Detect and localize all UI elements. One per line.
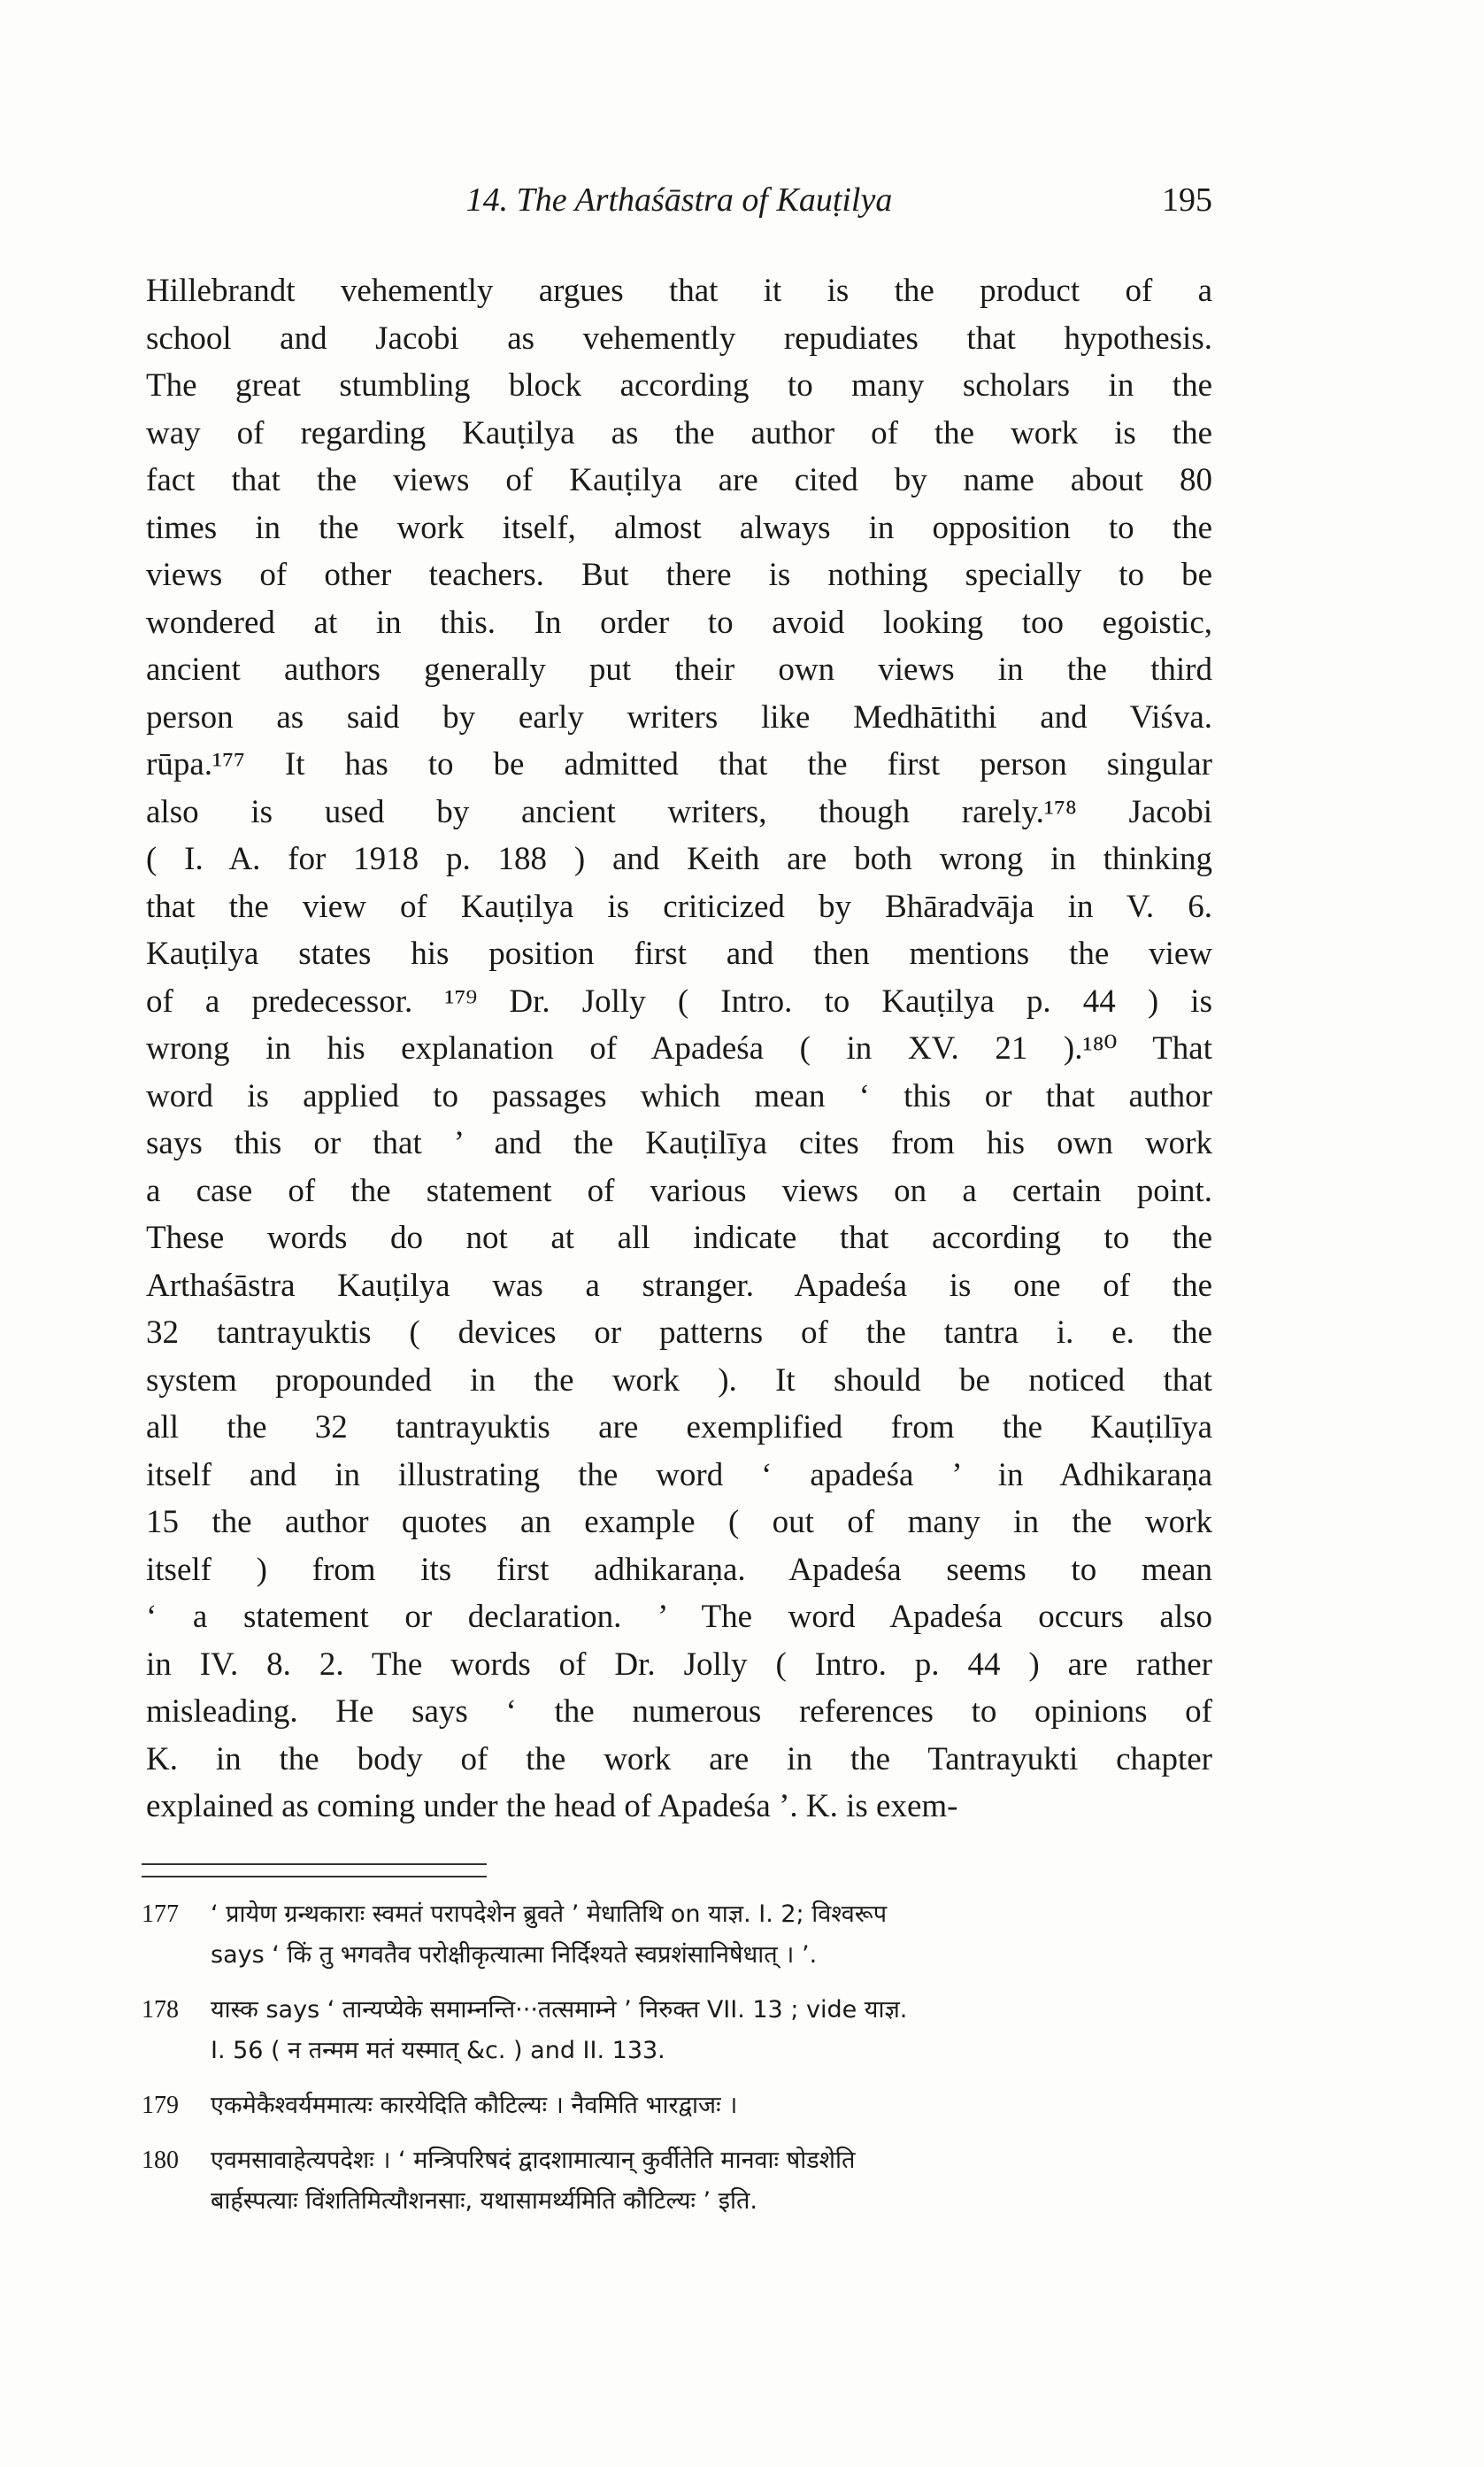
- footnote-177: [142, 1894, 1212, 1976]
- body-line: 15 the author quotes an example ( out of many in the work: [146, 1504, 1212, 1540]
- footnote-line: एकमेकैश्वर्यममात्यः कारयेदिति कौटिल्यः । नैवमिति भारद्वाजः ।: [211, 2092, 738, 2119]
- body-line: word is applied to passages which mean ‘ this or that author: [146, 1077, 1212, 1114]
- body-line: wondered at in this. In order to avoid looking too egoistic,: [146, 604, 1212, 641]
- body-line: itself ) from its first adhikaraṇa. Apadeśa seems to mean: [146, 1551, 1212, 1588]
- body-line: explained as coming under the head of Apadeśa ’. K. is exem-: [146, 1788, 958, 1824]
- page-number: 195: [1162, 181, 1212, 219]
- body-line: These words do not at all indicate that according to the: [146, 1220, 1212, 1256]
- body-line: K. in the body of the work are in the Tantrayukti chapter: [146, 1740, 1212, 1777]
- footnote-line: I. 56 ( न तन्मम मतं यस्मात् &c. ) and II. 133.: [211, 2037, 665, 2064]
- body-line: wrong in his explanation of Apadeśa ( in XV. 21 ).¹⁸⁰ That: [146, 1030, 1212, 1067]
- body-line: in IV. 8. 2. The words of Dr. Jolly ( Intro. p. 44 ) are rather: [146, 1646, 1212, 1683]
- running-title: 14. The Arthaśāstra of Kauṭilya: [465, 181, 893, 219]
- body-line: also is used by ancient writers, though rarely.¹⁷⁸ Jacobi: [146, 793, 1212, 830]
- footnote-number: 178: [142, 1996, 179, 2024]
- footnote-180: [142, 2140, 1212, 2222]
- body-line: all the 32 tantrayuktis are exemplified from the Kauṭilīya: [146, 1409, 1212, 1446]
- body-line: school and Jacobi as vehemently repudiates that hypothesis.: [146, 320, 1212, 357]
- footnote-line: बार्हस्पत्याः विंशतिमित्यौशनसाः, यथासामर्थ्यमिति कौटिल्यः ’ इति.: [211, 2187, 757, 2215]
- footnote-179: [142, 2085, 1212, 2126]
- footnote-line: ‘ प्रायेण ग्रन्थकाराः स्वमतं परापदेशेन ब्रुवते ’ मेधातिथि on याज्ञ. I. 2; विश्वरूप: [211, 1900, 888, 1928]
- footnote-178: [142, 1990, 1212, 2071]
- body-line: ( I. A. for 1918 p. 188 ) and Keith are both wrong in thinking: [146, 841, 1212, 877]
- body-line: fact that the views of Kauṭilya are cited by name about 80: [146, 462, 1212, 498]
- body-line: itself and in illustrating the word ‘ apadeśa ’ in Adhikaraṇa: [146, 1456, 1212, 1493]
- body-line: says this or that ’ and the Kauṭilīya cites from his own work: [146, 1125, 1212, 1161]
- page-header: [146, 181, 1212, 234]
- footnote-divider: [142, 1863, 487, 1877]
- body-line: views of other teachers. But there is nothing specially to be: [146, 557, 1212, 593]
- body-line: person as said by early writers like Medhātithi and Viśva.: [146, 698, 1212, 736]
- body-line: ‘ a statement or declaration. ’ The word Apadeśa occurs also: [146, 1599, 1212, 1635]
- footnote-number: 180: [142, 2147, 179, 2174]
- body-line: ancient authors generally put their own views in the third: [146, 651, 1212, 688]
- footnotes: [142, 1894, 1212, 2236]
- body-line: The great stumbling block according to many scholars in the: [146, 367, 1212, 404]
- footnote-line: says ‘ किं तु भगवतैव परोक्षीकृत्यात्मा निर्दिश्यते स्वप्रशंसानिषेधात् । ’.: [211, 1941, 818, 1969]
- footnote-line: यास्क says ‘ तान्यप्येके समाम्नन्ति···तत्समाम्ने ’ निरुक्त VII. 13 ; vide याज्ञ.: [211, 1996, 908, 2024]
- body-line: Arthaśāstra Kauṭilya was a stranger. Apadeśa is one of the: [146, 1267, 1212, 1304]
- body-line: 32 tantrayuktis ( devices or patterns of the tantra i. e. the: [146, 1314, 1212, 1351]
- body-line: rūpa.¹⁷⁷ It has to be admitted that the first person singular: [146, 746, 1212, 783]
- body-line: way of regarding Kauṭilya as the author of the work is the: [146, 414, 1212, 451]
- body-line: a case of the statement of various views on a certain point.: [146, 1172, 1212, 1209]
- body-line: that the view of Kauṭilya is criticized by Bhāradvāja in V. 6.: [146, 888, 1212, 925]
- footnote-line: एवमसावाहेत्यपदेशः । ‘ मन्त्रिपरिषदं द्वादशामात्यान् कुर्वीतेति मानवाः षोडशेति: [211, 2147, 856, 2174]
- body-line: Hillebrandt vehemently argues that it is the product of a: [146, 273, 1212, 309]
- body-line: Kauṭilya states his position first and then mentions the view: [146, 936, 1212, 972]
- body-line: system propounded in the work ). It should be noticed that: [146, 1361, 1212, 1399]
- body-line: times in the work itself, almost always in opposition to the: [146, 509, 1212, 546]
- body-line: misleading. He says ‘ the numerous references to opinions of: [146, 1693, 1212, 1730]
- body-text: [146, 267, 1212, 1831]
- body-line: of a predecessor. ¹⁷⁹ Dr. Jolly ( Intro. to Kauṭilya p. 44 ) is: [146, 983, 1212, 1020]
- footnote-number: 179: [142, 2092, 179, 2119]
- footnote-number: 177: [142, 1900, 179, 1928]
